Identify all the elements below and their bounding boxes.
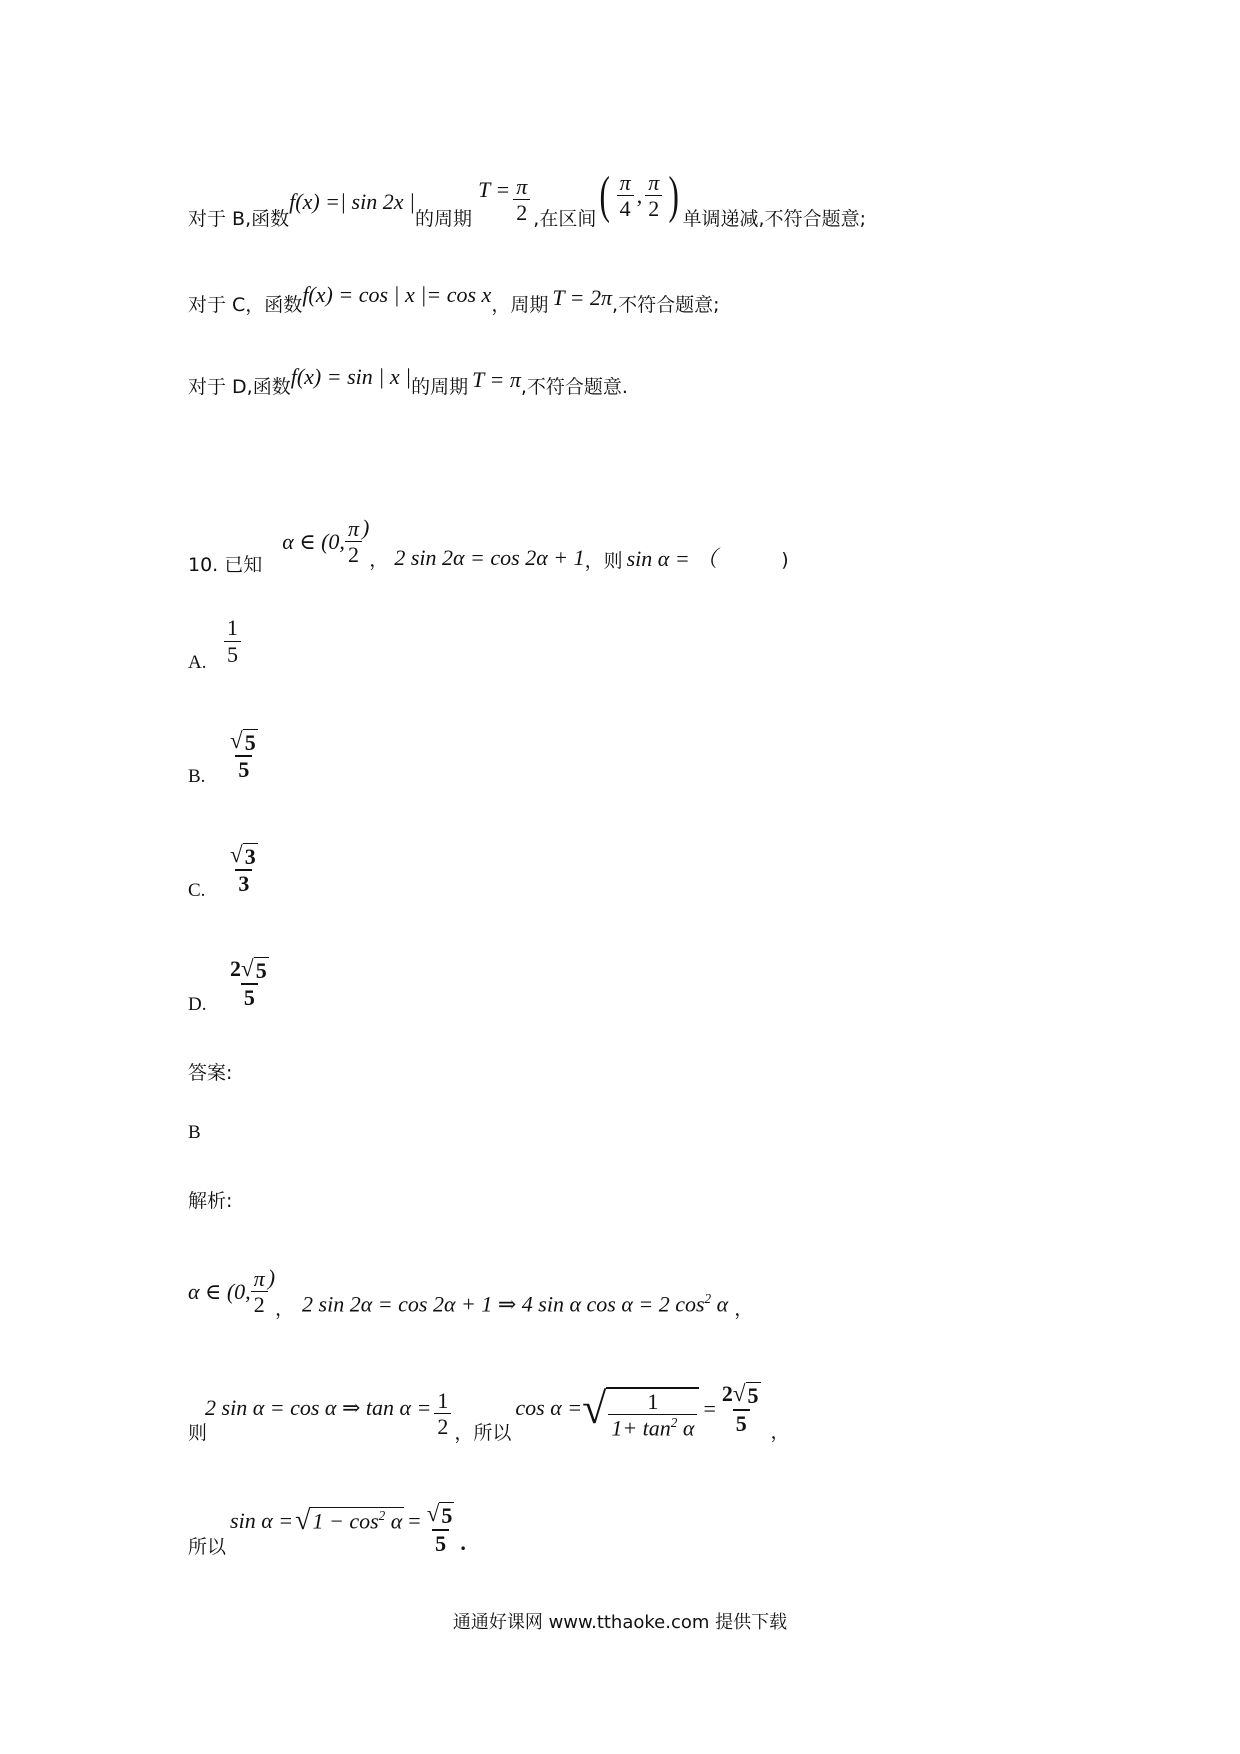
analysis-3-sqrt-content: [310, 1507, 404, 1535]
line-d-mid: 的周期: [411, 376, 469, 398]
option-c[interactable]: [188, 836, 264, 902]
interval-end-numerator: π: [648, 169, 660, 195]
option-d-denominator: 5: [241, 983, 258, 1010]
analysis-1-equation: [302, 1291, 728, 1317]
line-b-function: f(x) =| sin 2x |: [289, 188, 416, 214]
answer-blank-close: ): [781, 548, 789, 571]
analysis-2-numerator: 1: [437, 1387, 449, 1413]
analysis-2-inner-exponent: 2: [670, 1414, 678, 1430]
analysis-1-fraction: [251, 1266, 268, 1318]
analysis-line-2: [188, 1372, 790, 1445]
analysis-3-end: .: [460, 1529, 466, 1555]
analysis-3-result-denominator: 5: [432, 1529, 449, 1556]
analysis-1-tail: α: [711, 1291, 729, 1317]
analysis-3-so: 所以: [188, 1536, 227, 1558]
question-condition-pre: α ∈ (0,: [282, 528, 345, 554]
analysis-1-numerator: π: [253, 1265, 265, 1291]
analysis-2-ze: 则: [188, 1422, 208, 1444]
interval-start-denominator: 4: [617, 195, 634, 221]
question-ask: sin α = （: [626, 546, 718, 571]
analysis-2-inner-numerator: 1: [647, 1388, 659, 1414]
analysis-1-end: ，: [734, 1298, 754, 1320]
analysis-3-sqrt: [295, 1504, 404, 1536]
analysis-2-eq: 2 sin α = cos α ⇒ tan α =: [205, 1394, 432, 1420]
option-a-numerator: 1: [227, 615, 238, 641]
question-condition-post: ): [361, 514, 370, 540]
line-d-prefix: 对于 D,函数: [188, 376, 291, 398]
option-a[interactable]: [188, 608, 244, 674]
line-b-mid: 的周期: [415, 208, 473, 230]
option-d-value: 2 √ 5 5: [230, 954, 267, 1010]
radical-sign-small: √: [295, 1504, 311, 1536]
option-b[interactable]: [188, 722, 264, 788]
answer-value: B: [188, 1122, 201, 1143]
analysis-2-inner-fraction: [608, 1389, 697, 1441]
analysis-2-fraction: [434, 1388, 451, 1440]
line-b-suffix: 单调递减,不符合题意;: [682, 208, 866, 230]
option-d-radicand: 5: [255, 957, 267, 983]
analysis-2-result-radicand: 5: [747, 1383, 759, 1409]
option-b-denominator: 5: [235, 755, 252, 782]
option-b-radicand: 5: [244, 729, 256, 755]
line-c-prefix: 对于 C，函数: [188, 294, 303, 316]
option-d-coefficient: 2: [230, 955, 241, 981]
analysis-3-under-a: 1 − cos: [312, 1507, 379, 1533]
analysis-heading: 解析:: [188, 1190, 233, 1212]
right-paren: ): [668, 166, 680, 224]
analysis-2-sqrt-content: [606, 1387, 699, 1441]
line-c-period: T = 2π: [552, 284, 613, 310]
question-equation: 2 sin 2α = cos 2α + 1: [394, 544, 585, 570]
condition-denominator: 2: [345, 541, 362, 567]
solution-line-b: [188, 160, 866, 231]
line-b-period-numerator: π: [516, 173, 528, 199]
solution-line-d: [188, 360, 628, 399]
analysis-2-so: ，所以: [454, 1422, 512, 1444]
option-a-denominator: 5: [224, 641, 241, 667]
option-c-label: C.: [188, 880, 206, 901]
interval-start-fraction: [617, 170, 634, 222]
solution-line-c: [188, 278, 720, 317]
line-b-prefix: 对于 B,函数: [188, 208, 290, 230]
analysis-2-result: 2 √ 5 5: [721, 1380, 759, 1436]
option-d[interactable]: [188, 950, 275, 1016]
radical-sign: √: [582, 1383, 607, 1433]
analysis-2-sqrt: [582, 1383, 699, 1441]
question-then: ，则: [584, 550, 623, 572]
analysis-1-sep: ，: [275, 1298, 295, 1320]
interval-comma: ,: [636, 182, 643, 208]
analysis-1-eq-text: 2 sin 2α = cos 2α + 1 ⇒ 4 sin α cos α = 2 cos: [302, 1291, 705, 1317]
option-a-label: A.: [188, 652, 207, 673]
answer-heading: 答案:: [188, 1062, 233, 1084]
analysis-1-exponent: 2: [704, 1291, 712, 1307]
analysis-2-result-coef: 2: [721, 1381, 733, 1407]
analysis-3-sin: sin α =: [230, 1507, 294, 1533]
question-condition-fraction: [345, 516, 362, 568]
option-b-value: √ 5 5: [230, 726, 256, 782]
analysis-1-post: ): [267, 1264, 276, 1290]
interval-end-denominator: 2: [645, 195, 662, 221]
analysis-2-inner-den-b: α: [677, 1415, 695, 1441]
analysis-line-1: [188, 1262, 753, 1321]
line-c-suffix: ,不符合题意;: [612, 294, 720, 316]
line-b-period-label: T =: [478, 176, 511, 202]
analysis-1-denominator: 2: [251, 1291, 268, 1317]
analysis-1-pre: α ∈ (0,: [188, 1278, 251, 1304]
analysis-3-exponent: 2: [378, 1507, 386, 1523]
condition-numerator: π: [347, 515, 359, 541]
analysis-3-eq: =: [408, 1507, 421, 1533]
interval-end-fraction: [645, 170, 662, 222]
question-10: [188, 506, 789, 577]
line-b-period-denominator: 2: [513, 199, 530, 225]
line-b-period-fraction: [513, 174, 530, 226]
line-c-function: f(x) = cos | x |= cos x: [302, 281, 492, 307]
analysis-2-cos: cos α =: [515, 1394, 583, 1420]
line-b-interval-text: ,在区间: [533, 208, 597, 230]
analysis-2-end: ，: [770, 1421, 790, 1443]
analysis-line-3: [188, 1486, 466, 1559]
line-d-period: T = π: [472, 366, 521, 392]
line-d-function: f(x) = sin | x |: [290, 363, 412, 389]
analysis-2-eq2: =: [703, 1395, 716, 1421]
analysis-2-result-denominator: 5: [733, 1409, 750, 1436]
analysis-2-denominator: 2: [434, 1413, 451, 1439]
option-c-radicand: 3: [244, 843, 256, 869]
footer-source: 通通好课网 www.tthaoke.com 提供下载: [452, 1612, 788, 1633]
question-separator: ，: [369, 549, 389, 571]
line-c-mid: ，周期: [491, 294, 549, 316]
option-b-label: B.: [188, 766, 206, 787]
analysis-3-under-b: α: [385, 1507, 403, 1533]
left-paren: (: [599, 166, 611, 224]
analysis-3-result: √ 5 5: [426, 1500, 453, 1556]
option-c-value: √ 3 3: [230, 840, 256, 896]
line-d-suffix: ,不符合题意.: [520, 376, 628, 398]
option-d-label: D.: [188, 994, 207, 1015]
question-number: 10. 已知: [188, 554, 263, 576]
interval-start-numerator: π: [619, 169, 631, 195]
option-c-denominator: 3: [235, 869, 252, 896]
analysis-3-result-radicand: 5: [441, 1503, 453, 1529]
analysis-2-inner-den-a: 1+ tan: [611, 1415, 671, 1441]
option-a-value: [224, 615, 241, 667]
